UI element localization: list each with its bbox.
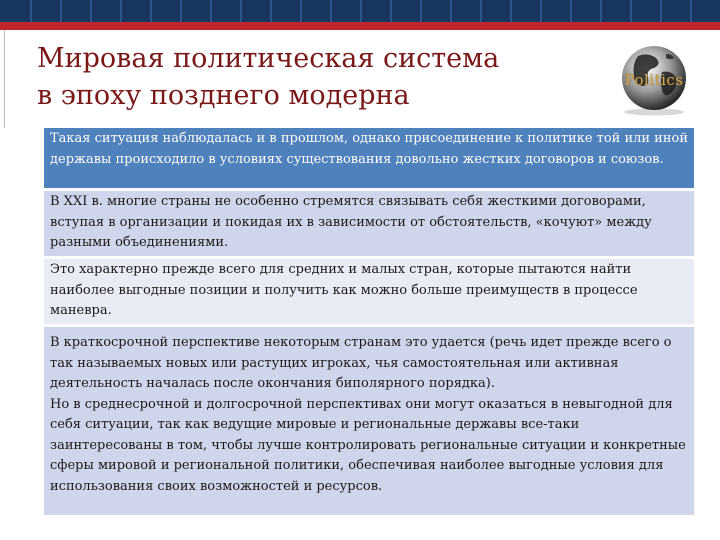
slide-title: Мировая политическая система в эпоху позднего модерна [37, 43, 500, 111]
block-text-continued: Но в среднесрочной и долгосрочной перспективах они могут оказаться в невыгодной для себя ситуации, так как ведущие мировые и региональные державы все-таки заинтересованы в том, чтобы лучше контролировать региональные ситуации и конкретные сферы мировой и региональной политики, обеспечивая наиболее выгодные условия для использования своих возможностей и ресурсов. [50, 396, 686, 494]
block-text: В краткосрочной перспективе некоторым странам это удается (речь идет прежде всего о так называемых новых или растущих игроках, чья самостоятельная или активная деятельность началась после окончания биполярного порядка). [50, 335, 672, 391]
text-block-2 [44, 191, 694, 256]
header-bar [0, 0, 720, 22]
text-block-3 [44, 259, 694, 324]
content-area [44, 128, 694, 518]
text-block-1 [44, 128, 694, 188]
header-accent-bar [0, 22, 720, 30]
politics-globe-logo [604, 42, 704, 116]
logo-text: Politics [624, 71, 684, 89]
divider [4, 30, 5, 128]
block-text: В XXI в. многие страны не особенно стремятся связывать себя жесткими договорами, вступая в организации и покидая их в зависимости от обстоятельств, «кочуют» между разными объединениями. [50, 194, 652, 250]
block-text: Такая ситуация наблюдалась и в прошлом, однако присоединение к политике той или иной державы происходило в условиях существования довольно жестких договоров и союзов. [50, 131, 689, 167]
block-text: Это характерно прежде всего для средних и малых стран, которые пытаются найти наиболее выгодные позиции и получить как можно больше преимуществ в процессе маневра. [50, 262, 638, 318]
text-block-4 [44, 327, 694, 515]
